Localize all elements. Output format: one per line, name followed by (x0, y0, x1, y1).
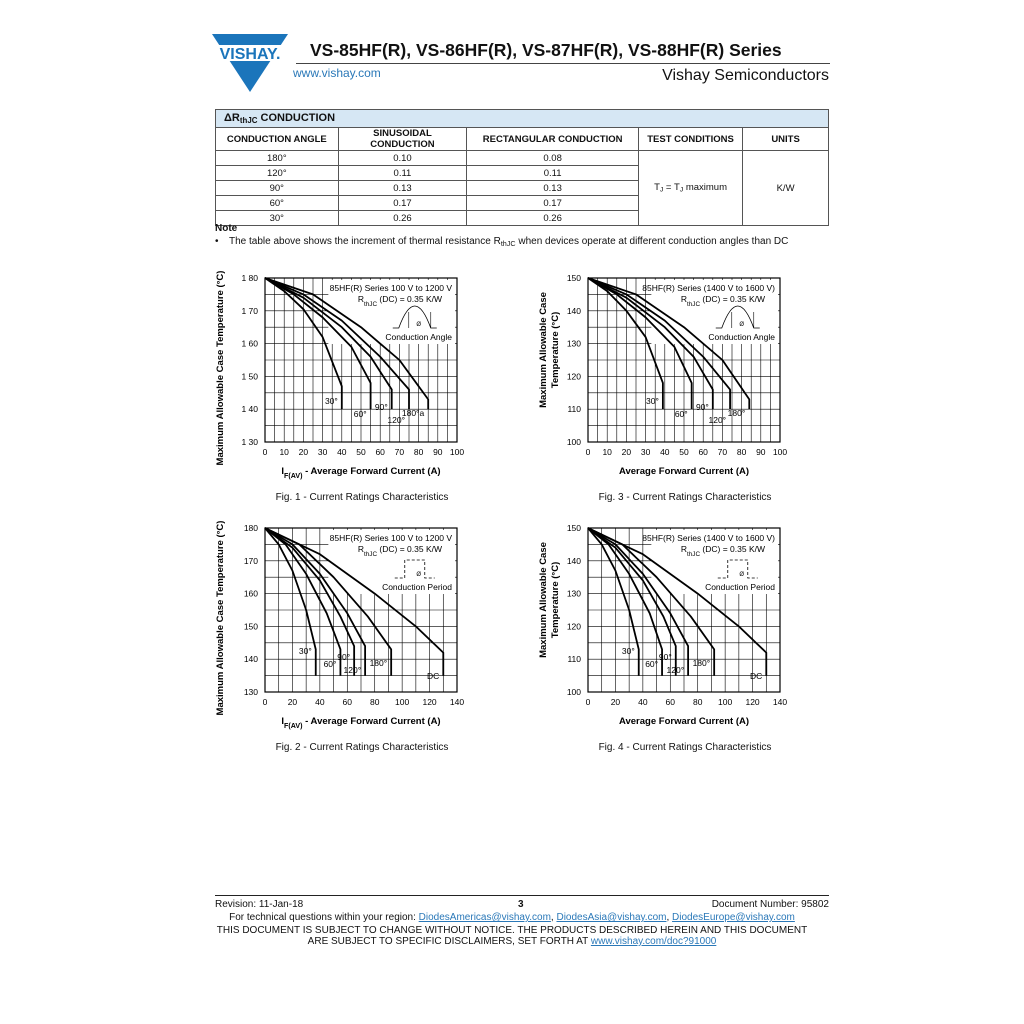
series-label-30°: 30° (298, 646, 312, 656)
note-title: Note (215, 223, 238, 234)
series-label-90°: 90° (374, 402, 388, 412)
y-axis-label: Maximum Allowable Case Temperature (°C) (215, 520, 226, 716)
fig1-caption: Fig. 1 - Current Ratings Characteristics (275, 492, 449, 503)
phi-symbol: Ø (739, 572, 745, 578)
cell-angle: 30° (216, 211, 339, 226)
cell-angle: 180° (216, 151, 339, 166)
disclaimer-link[interactable]: www.vishay.com/doc?91000 (590, 936, 717, 947)
y-tick-label: 140 (566, 305, 581, 316)
cell-angle: 60° (216, 196, 339, 211)
fig2-caption: Fig. 2 - Current Ratings Characteristics (275, 742, 449, 753)
x-tick-label: 100 (449, 447, 465, 457)
annotation-series: 85HF(R) Series (1400 V to 1600 V) (642, 283, 775, 293)
x-tick-label: 0 (585, 697, 591, 707)
x-tick-label: 90 (433, 447, 443, 457)
cell-rectangular: 0.11 (467, 166, 639, 181)
y-tick-label: 140 (566, 555, 581, 566)
document-title: VS-85HF(R), VS-86HF(R), VS-87HF(R), VS-88HF(R) Series (310, 40, 782, 60)
cell-sinusoidal: 0.13 (338, 181, 467, 196)
series-label-DC: DC (427, 671, 440, 681)
y-tick-label: 1 30 (241, 437, 258, 447)
y-tick-label: 110 (567, 404, 581, 415)
vishay-logo (212, 34, 288, 94)
series-label-90°: 90° (695, 402, 709, 412)
annotation-rthjc: $R_{thJC}$ (DC) = 0.35 K/W (680, 544, 765, 558)
revision: Revision: 11-Jan-18 (215, 899, 304, 910)
series-label-30°: 30° (621, 646, 635, 656)
phi-symbol: Ø (416, 322, 422, 328)
delta-rthjc-table (215, 109, 829, 226)
x-tick-label: 0 (262, 447, 268, 457)
series-label-60°: 60° (323, 659, 337, 669)
y-axis-label-line-2: Temperature (°C) (550, 561, 561, 639)
x-tick-label: 60 (665, 697, 676, 707)
annotation-rthjc: $R_{thJC}$ (DC) = 0.35 K/W (357, 544, 442, 558)
fig4-caption: Fig. 4 - Current Ratings Characteristics (598, 742, 772, 753)
website-link[interactable]: www.vishay.com (293, 66, 381, 80)
x-tick-label: 140 (772, 697, 788, 707)
x-tick-label: 20 (287, 697, 298, 707)
x-tick-label: 50 (679, 447, 689, 457)
x-tick-label: 90 (756, 447, 766, 457)
email-europe-link[interactable]: DiodesEurope@vishay.com (672, 912, 795, 923)
table-title: $\Delta R_{thJC}$ CONDUCTION (216, 110, 829, 128)
series-label-180°: 180° (692, 658, 711, 668)
x-tick-label: 60 (375, 447, 385, 457)
y-tick-label: 1 70 (241, 305, 258, 316)
x-tick-label: 0 (585, 447, 591, 457)
x-tick-label: 20 (610, 697, 621, 707)
annotation-rthjc: $R_{thJC}$ (DC) = 0.35 K/W (680, 294, 765, 308)
cell-angle: 120° (216, 166, 339, 181)
x-tick-label: 30 (640, 447, 651, 457)
y-tick-label: 100 (566, 687, 581, 697)
fig3-chart (535, 272, 835, 512)
y-tick-label: 150 (566, 523, 581, 533)
cell-sinusoidal: 0.11 (338, 166, 467, 181)
x-tick-label: 20 (621, 447, 632, 457)
series-label-180°: 180° (727, 408, 746, 418)
y-tick-label: 160 (243, 588, 258, 599)
x-tick-label: 120 (745, 697, 760, 707)
x-tick-label: 80 (692, 697, 703, 707)
cell-rectangular: 0.26 (467, 211, 639, 226)
note-bullet: • (215, 236, 219, 247)
email-americas-link[interactable]: DiodesAmericas@vishay.com (418, 912, 551, 923)
x-axis-label: $I_{F(AV)}$ - Average Forward Current (A) (281, 466, 441, 480)
cell-angle: 90° (216, 181, 339, 196)
series-label-60°: 60° (353, 409, 367, 419)
x-tick-label: 0 (262, 697, 268, 707)
y-tick-label: 180 (243, 523, 258, 533)
annotation-series: 85HF(R) Series 100 V to 1200 V (329, 283, 452, 293)
fig4-chart (535, 522, 835, 762)
series-label-120°: 120° (387, 415, 405, 425)
y-tick-label: 130 (566, 338, 581, 349)
x-axis-label: Average Forward Current (A) (618, 716, 750, 727)
x-tick-label: 140 (449, 697, 465, 707)
x-tick-label: 40 (660, 447, 670, 457)
y-tick-label: 130 (566, 588, 581, 599)
header-rectangular: RECTANGULAR CONDUCTION (467, 128, 639, 151)
company-name: Vishay Semiconductors (662, 67, 829, 84)
x-tick-label: 40 (638, 697, 648, 707)
y-tick-label: 1 60 (241, 338, 258, 349)
series-label-180°: 180° (369, 658, 388, 668)
series-label-120°: 120° (666, 665, 685, 675)
y-axis-label-line-1: Maximum Allowable Case (538, 292, 549, 408)
cell-sinusoidal: 0.10 (338, 151, 467, 166)
annotation-rthjc: $R_{thJC}$ (DC) = 0.35 K/W (357, 294, 442, 308)
x-tick-label: 60 (698, 447, 708, 457)
series-label-90°: 90° (337, 652, 351, 662)
series-label-60°: 60° (674, 409, 688, 419)
fig3-svg (535, 272, 835, 492)
y-tick-label: 100 (566, 437, 581, 447)
disclaimer-line-1: THIS DOCUMENT IS SUBJECT TO CHANGE WITHOUT NOTICE. THE PRODUCTS DESCRIBED HEREIN AND THIS DOCUMENT (216, 925, 808, 936)
header-rule (296, 63, 830, 64)
fig1-svg (212, 272, 512, 492)
header-test-conditions: TEST CONDITIONS (638, 128, 742, 151)
cell-test-conditions: $T_J = T_J$ maximum (638, 151, 742, 226)
page-number: 3 (518, 899, 524, 910)
cell-units: K/W (743, 151, 829, 226)
x-tick-label: 70 (717, 447, 728, 457)
series-label-30°: 30° (646, 396, 659, 406)
fig4-svg (535, 522, 835, 742)
x-tick-label: 80 (736, 447, 747, 457)
fig3-caption: Fig. 3 - Current Ratings Characteristics (598, 492, 772, 503)
x-tick-label: 100 (718, 697, 733, 707)
x-tick-label: 20 (298, 447, 309, 457)
x-axis-label: Average Forward Current (A) (618, 466, 750, 477)
y-axis-label-line-1: Maximum Allowable Case (538, 542, 549, 658)
cell-rectangular: 0.17 (467, 196, 639, 211)
document-number: Document Number: 95802 (711, 899, 829, 910)
y-tick-label: 170 (243, 555, 258, 566)
series-label-180°a: 180°a (401, 408, 425, 418)
x-tick-label: 40 (337, 447, 347, 457)
waveform-label: Conduction Period (382, 582, 452, 592)
y-tick-label: 130 (243, 687, 258, 697)
x-tick-label: 80 (413, 447, 424, 457)
x-tick-label: 80 (369, 697, 380, 707)
x-axis-label: $I_{F(AV)}$ - Average Forward Current (A) (281, 716, 441, 730)
waveform-label: Conduction Angle (385, 332, 452, 342)
series-label-60°: 60° (645, 659, 659, 669)
annotation-series: 85HF(R) Series 100 V to 1200 V (329, 533, 452, 543)
email-asia-link[interactable]: DiodesAsia@vishay.com (556, 912, 667, 923)
fig2-chart (212, 522, 512, 762)
fig1-chart (212, 272, 512, 512)
cell-rectangular: 0.08 (467, 151, 639, 166)
contact-line: For technical questions within your region: DiodesAmericas@vishay.com, DiodesAsia@vishay.com, DiodesEurope@vishay.com (229, 912, 795, 923)
x-tick-label: 70 (394, 447, 405, 457)
series-label-DC: DC (750, 671, 763, 681)
x-tick-label: 40 (315, 697, 325, 707)
table-row (216, 151, 829, 166)
x-tick-label: 10 (602, 447, 612, 457)
header-conduction-angle: CONDUCTION ANGLE (216, 128, 339, 151)
footer-rule (215, 895, 829, 896)
series-label-30°: 30° (324, 396, 338, 406)
disclaimer-line-2: ARE SUBJECT TO SPECIFIC DISCLAIMERS, SET FORTH AT www.vishay.com/doc?91000 (307, 936, 717, 947)
y-tick-label: 110 (567, 654, 581, 665)
y-tick-label: 150 (566, 273, 581, 283)
fig2-svg (212, 522, 512, 742)
x-tick-label: 50 (356, 447, 366, 457)
y-tick-label: 1 80 (241, 273, 258, 283)
logo-triangle (212, 34, 288, 92)
y-tick-label: 140 (243, 654, 258, 665)
x-tick-label: 100 (772, 447, 788, 457)
series-label-120°: 120° (708, 415, 727, 425)
y-axis-label: Maximum Allowable Case Temperature (°C) (215, 270, 226, 466)
x-tick-label: 100 (395, 697, 410, 707)
cell-rectangular: 0.13 (467, 181, 639, 196)
waveform-label: Conduction Period (705, 582, 775, 592)
phi-symbol: Ø (416, 572, 422, 578)
x-tick-label: 60 (342, 697, 353, 707)
x-tick-label: 30 (317, 447, 328, 457)
cell-sinusoidal: 0.26 (338, 211, 467, 226)
y-tick-label: 120 (566, 371, 581, 382)
header-units: UNITS (743, 128, 829, 151)
y-tick-label: 1 50 (241, 371, 258, 382)
y-axis-label-line-2: Temperature (°C) (550, 311, 561, 389)
phi-symbol: Ø (739, 322, 745, 328)
series-label-90°: 90° (658, 652, 672, 662)
x-tick-label: 120 (422, 697, 437, 707)
cell-sinusoidal: 0.17 (338, 196, 467, 211)
note-text: • The table above shows the increment of thermal resistance $R_{thJC}$ when devices operate at different conduction angles than DC (215, 236, 789, 248)
x-tick-label: 10 (279, 447, 289, 457)
header-sinusoidal: SINUSOIDAL CONDUCTION (338, 128, 467, 151)
annotation-series: 85HF(R) Series (1400 V to 1600 V) (642, 533, 775, 543)
logo-text: VISHAY. (219, 46, 281, 63)
y-tick-label: 1 40 (241, 404, 258, 415)
y-tick-label: 120 (566, 621, 581, 632)
series-label-120°: 120° (343, 665, 362, 675)
y-tick-label: 150 (243, 621, 258, 632)
waveform-label: Conduction Angle (708, 332, 775, 342)
